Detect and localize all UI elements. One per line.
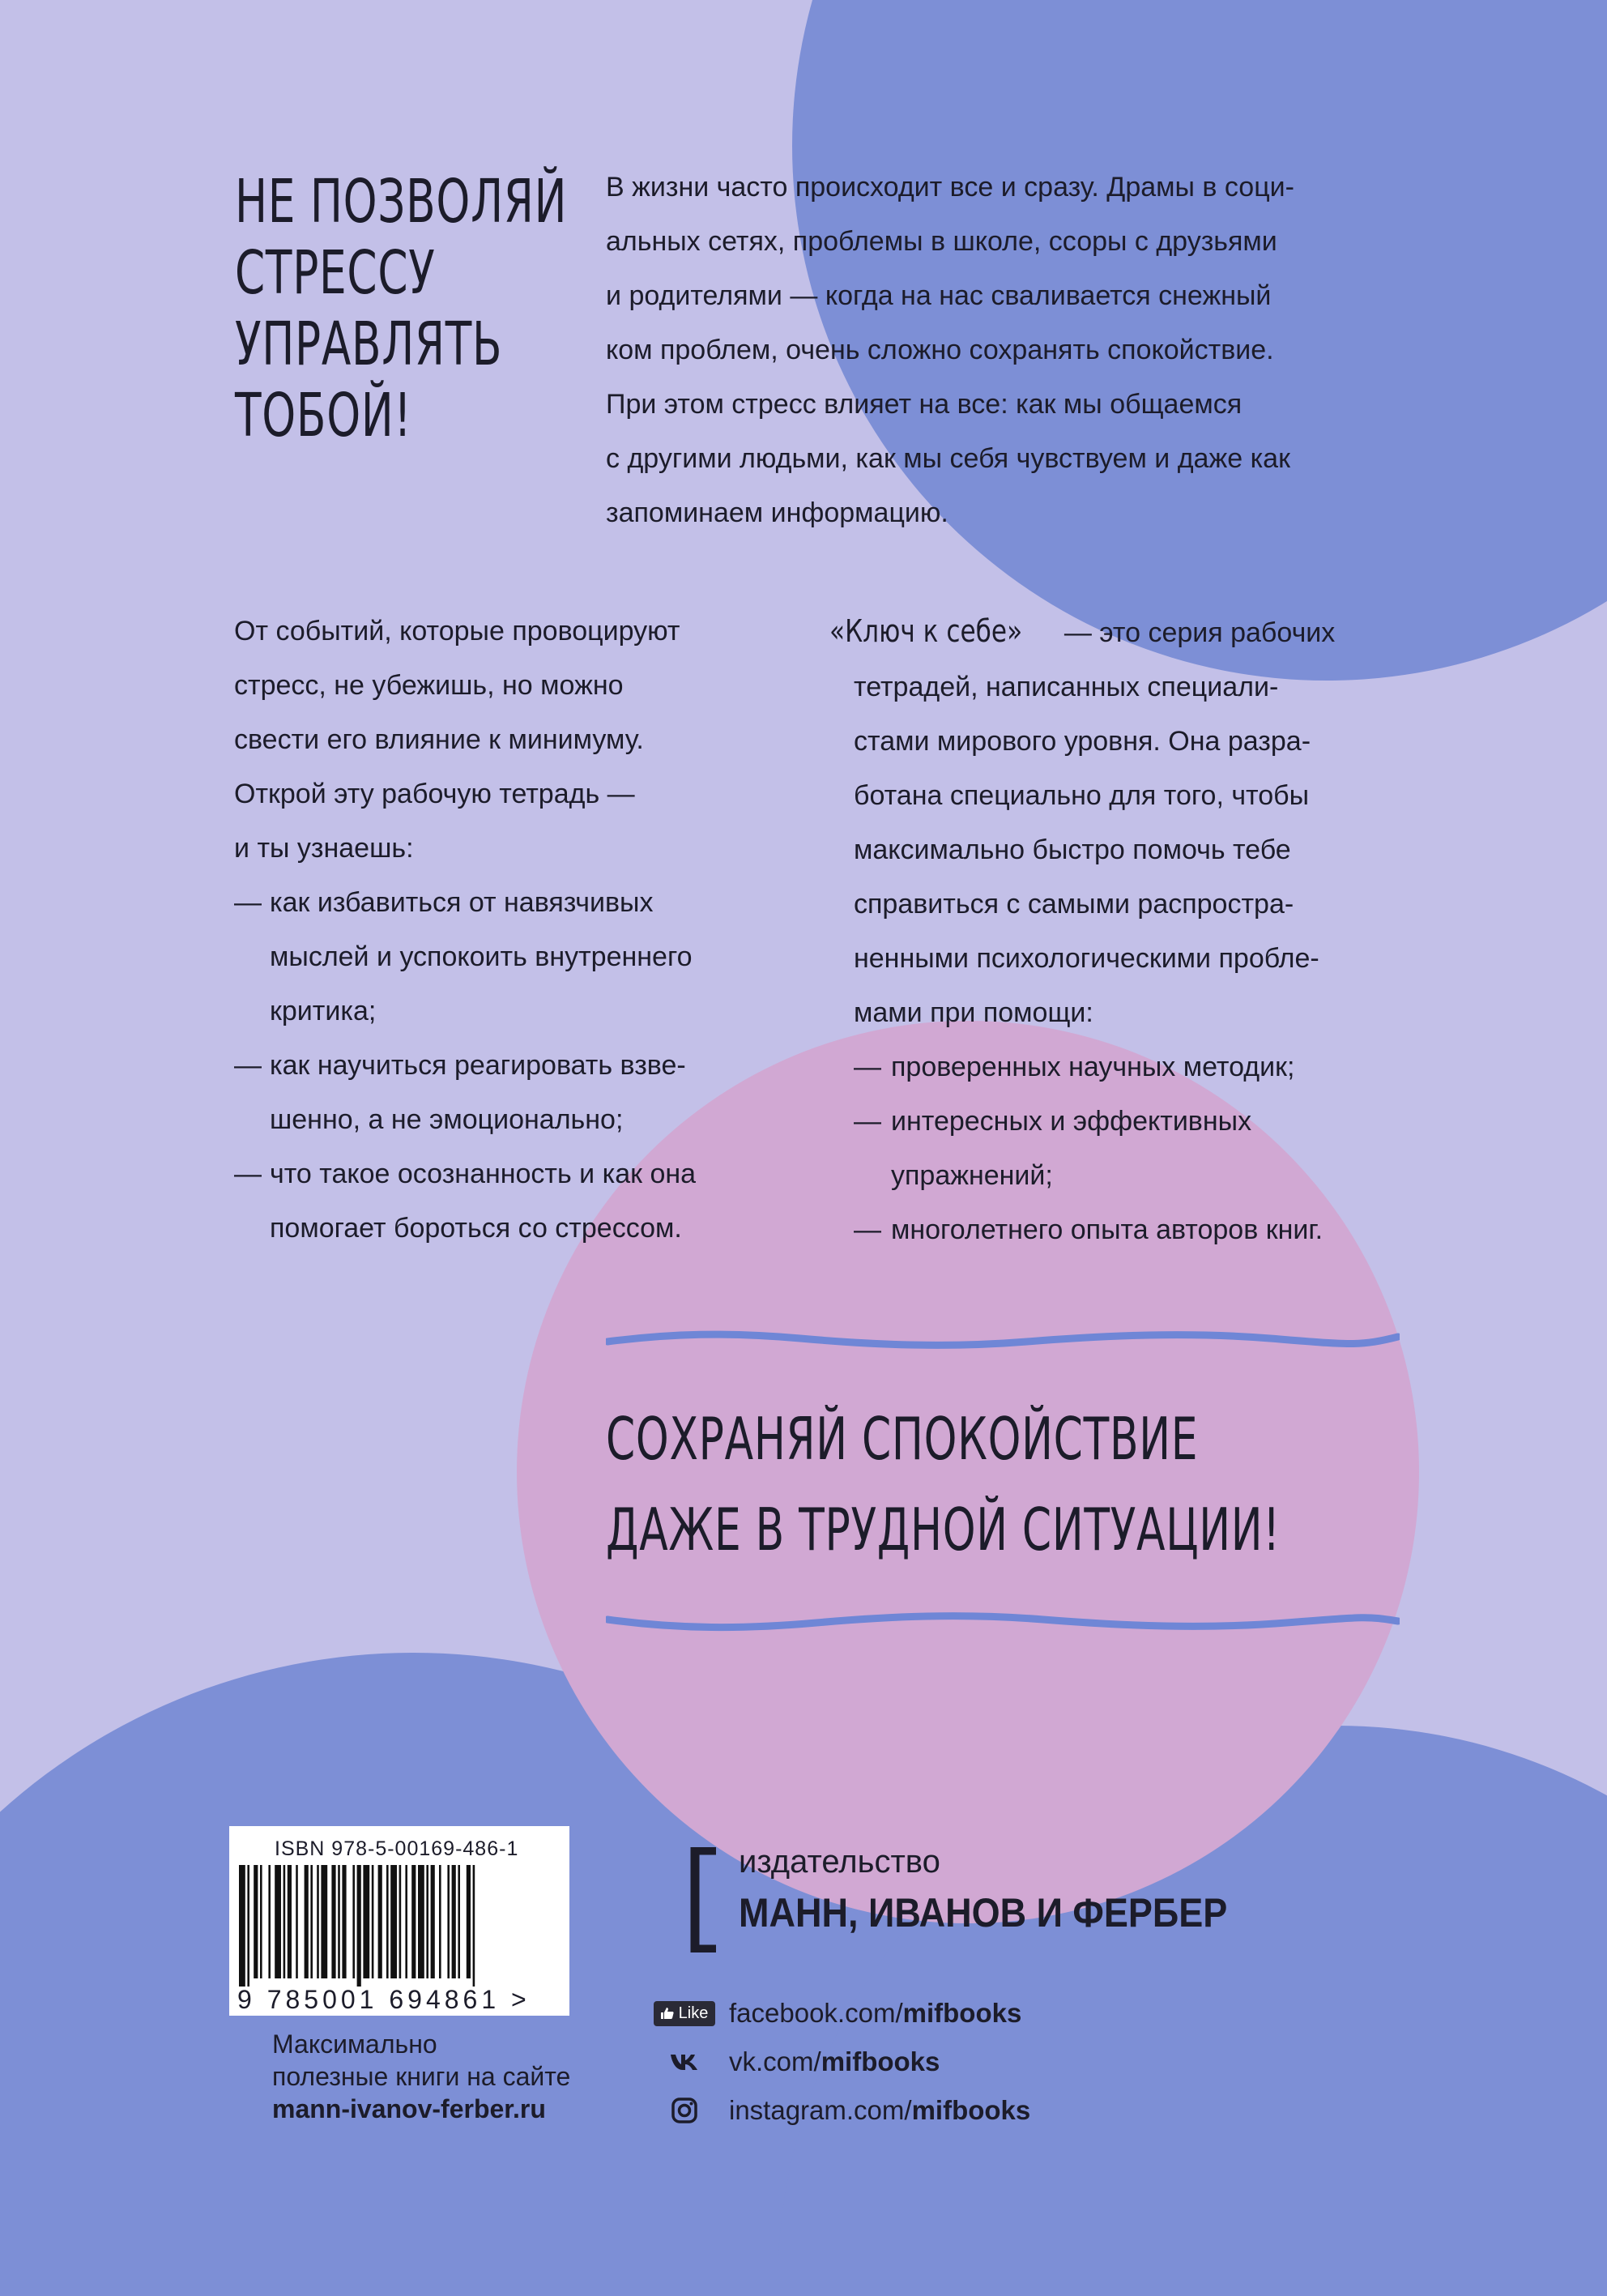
like-badge-label: Like: [678, 2004, 709, 2022]
publisher-bracket-icon: [688, 1847, 721, 1952]
list-item-line: многолетнего опыта авторов книг.: [891, 1214, 1324, 1245]
publisher-name: МАНН, ИВАНОВ И ФЕРБЕР: [739, 1890, 1228, 1935]
slogan-line: ДАЖЕ В ТРУДНОЙ СИТУАЦИИ!: [606, 1496, 1281, 1564]
wave-divider-top: [606, 1327, 1400, 1356]
barcode-panel: [229, 1826, 569, 2016]
intro-line: В жизни часто происходит все и сразу. Драмы в соци-: [606, 172, 1294, 203]
headline-line: ТОБОЙ!: [235, 381, 412, 450]
headline-line: УПРАВЛЯТЬ: [235, 309, 503, 379]
isbn-number: ISBN 978-5-00169-486-1: [275, 1837, 519, 1860]
social-facebook[interactable]: [648, 1998, 1021, 2029]
list-item: [829, 1040, 1429, 1095]
social-instagram[interactable]: [648, 2095, 1030, 2126]
intro-line: запоминаем информацию.: [606, 497, 948, 528]
list-item-line: упражнений;: [891, 1160, 1053, 1191]
right-column: [829, 604, 1429, 1257]
right-column-line: стами мирового уровня. Она разра-: [854, 726, 1311, 757]
left-column-line: стресс, не убежишь, но можно: [234, 670, 624, 701]
list-item-line: критика;: [270, 996, 377, 1026]
list-item-line: мыслей и успокоить внутреннего: [270, 941, 693, 972]
right-column-line: ботана специально для того, чтобы: [854, 780, 1310, 811]
right-column-line: справиться с самыми распростра-: [854, 889, 1294, 920]
instagram-icon: [648, 2097, 721, 2124]
headline-line: НЕ ПОЗВОЛЯЙ: [235, 167, 568, 237]
social-link-prefix: instagram.com/: [729, 2095, 912, 2125]
left-column: [234, 604, 801, 1256]
list-dash: —: [234, 1050, 262, 1081]
intro-line: При этом стресс влияет на все: как мы общаемся: [606, 389, 1243, 420]
list-item-line: что такое осознанность и как она: [270, 1159, 697, 1189]
social-link-handle: mifbooks: [902, 1998, 1022, 2028]
list-item: [234, 1039, 801, 1147]
list-dash: —: [854, 1052, 881, 1082]
list-item: [829, 1203, 1429, 1257]
left-column-line: От событий, которые провоцируют: [234, 616, 680, 647]
list-item-line: проверенных научных методик;: [891, 1052, 1295, 1082]
list-dash: —: [234, 887, 262, 918]
intro-line: с другими людьми, как мы себя чувствуем и даже как: [606, 443, 1290, 474]
barcode-digits: 9 785001 694861 >: [237, 1985, 531, 2014]
slogan-line: СОХРАНЯЙ СПОКОЙСТВИЕ: [606, 1405, 1199, 1473]
list-dash: —: [234, 1159, 262, 1189]
list-item-line: как научиться реагировать взве-: [270, 1050, 686, 1081]
barcode-icon: [239, 1865, 560, 1987]
intro-line: и родителями — когда на нас сваливается снежный: [606, 280, 1272, 311]
right-column-first-line: [829, 604, 1429, 660]
list-item-line: помогает бороться со стрессом.: [270, 1213, 682, 1244]
list-item: [234, 876, 801, 1039]
intro-paragraph: [606, 160, 1416, 540]
list-item: [234, 1147, 801, 1256]
list-dash: —: [854, 1106, 881, 1137]
facebook-like-icon: [648, 2001, 721, 2026]
right-column-line: мами при помощи:: [854, 997, 1093, 1028]
right-column-line: тетрадей, написанных специали-: [854, 672, 1279, 702]
left-column-line: Открой эту рабочую тетрадь —: [234, 779, 635, 809]
headline-line: СТРЕССУ: [235, 238, 436, 308]
slogan: [606, 1393, 1281, 1575]
promo-site-link[interactable]: mann-ivanov-ferber.ru: [272, 2094, 546, 2123]
promo-line: Максимально: [272, 2029, 437, 2059]
promo-text: [272, 2028, 570, 2125]
social-link-prefix: vk.com/: [729, 2046, 821, 2076]
right-column-line: ненными психологическими пробле-: [854, 943, 1319, 974]
list-item-line: как избавиться от навязчивых: [270, 887, 654, 918]
intro-line: альных сетях, проблемы в школе, ссоры с друзьями: [606, 226, 1277, 257]
social-vk[interactable]: [648, 2046, 940, 2077]
list-item-line: интересных и эффективных: [891, 1106, 1252, 1137]
social-link-handle: mifbooks: [911, 2095, 1031, 2125]
right-column-line: максимально быстро помочь тебе: [854, 834, 1291, 865]
publisher-label: издательство: [739, 1844, 940, 1880]
list-item: [829, 1095, 1429, 1203]
promo-line: полезные книги на сайте: [272, 2062, 571, 2091]
right-column-first-line-rest: — это серия рабочих: [1056, 617, 1336, 648]
wave-divider-bottom: [606, 1608, 1400, 1637]
series-name: «Ключ к себе»: [829, 613, 1023, 649]
list-item-line: шенно, а не эмоционально;: [270, 1104, 624, 1135]
left-column-line: и ты узнаешь:: [234, 833, 414, 864]
intro-line: ком проблем, очень сложно сохранять спокойствие.: [606, 335, 1274, 365]
social-link-handle: mifbooks: [821, 2046, 940, 2076]
vk-icon: [648, 2052, 721, 2072]
left-column-line: свести его влияние к минимуму.: [234, 724, 644, 755]
social-link-prefix: facebook.com/: [729, 1998, 903, 2028]
list-dash: —: [854, 1214, 881, 1245]
headline: [235, 166, 567, 451]
